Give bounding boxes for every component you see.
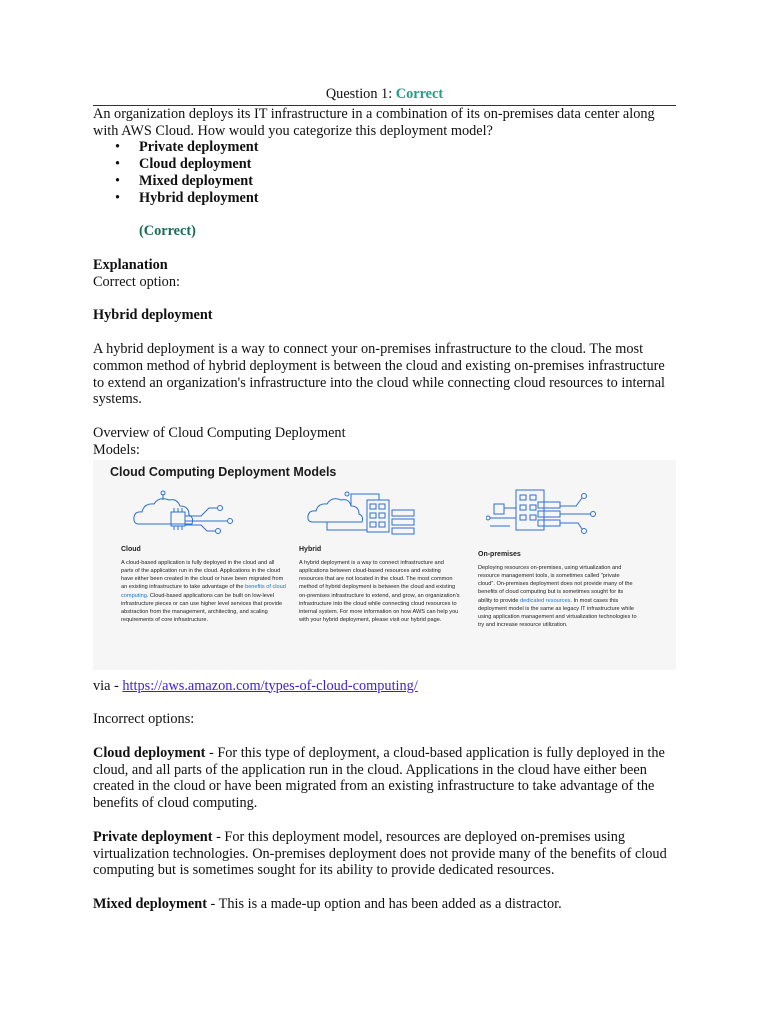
incorrect-heading: Incorrect options: [93,711,195,728]
incorrect-term: Cloud deployment [93,744,206,761]
source-prefix: via - [93,677,123,694]
overview-line: Models: [93,441,140,458]
source-link[interactable]: https://aws.amazon.com/types-of-cloud-computing/ [122,677,418,694]
on-premises-text-end: . In most cases this deployment model is the same as legacy IT infrastructure while using application management and virtualization technologies to try and increase resource utilization. [478,597,637,629]
hybrid-icon [307,488,427,536]
question-status: Correct [395,86,444,102]
dedicated-resources-link[interactable]: dedicated resources [519,597,571,604]
question-label: Question 1: [325,86,393,102]
cloud-column [121,546,286,625]
answer-option[interactable]: • Hybrid deployment [139,190,676,207]
answer-option[interactable]: • Private deployment [139,139,676,156]
cloud-text-end: . Cloud-based applications can be built on low-level infrastructure pieces or can use higher level services that provide abstraction from the management, architecting, and scaling requirements of core infrastructure. [121,592,283,624]
figure-title: Cloud Computing Deployment Models [110,464,337,479]
incorrect-text: - For this deployment model, resources are deployed on-premises using virtualization technologies. On-premises deployment does not provide many of the benefits of cloud computing but is sometimes sought for its ability to provide dedicated resources. [93,828,667,879]
incorrect-item [93,896,676,913]
deployment-models-figure [93,460,676,670]
correct-tag: (Correct) [139,223,196,240]
on-premises-text: Deploying resources on-premises, using virtualization and resource management tools, is sometimes called "private cloud". On-premises deployment does not provide many of the benefits of cloud computing but is sometimes sought for its ability to provide [478,564,633,604]
incorrect-term: Mixed deployment [93,895,207,912]
benefits-link[interactable]: benefits of cloud computing [121,584,286,599]
answer-options [93,139,676,206]
source-line [93,678,676,695]
incorrect-item [93,829,676,879]
on-premises-column [478,551,638,630]
answer-option[interactable]: • Cloud deployment [139,156,676,173]
on-premises-heading: On-premises [478,550,521,558]
cloud-chip-icon [131,490,241,536]
cloud-heading: Cloud [121,545,141,553]
on-premises-icon [486,486,598,536]
incorrect-term: Private deployment [93,828,213,845]
question-header [93,86,676,106]
hybrid-heading: Hybrid [299,545,322,553]
incorrect-text: - For this type of deployment, a cloud-based application is fully deployed in the cloud, and all parts of the application run in the cloud. Applications in the cloud have either been created in the cloud or have been migrated from an existing infrastructure to take advantage of the benefits of cloud computing. [93,744,665,812]
correct-option-label: Correct option: [93,273,180,290]
incorrect-item [93,745,676,812]
explanation-paragraph: A hybrid deployment is a way to connect your on-premises infrastructure to the cloud. The most common method of hybrid deployment is between the cloud and existing on-premises infrastructure to extend an organization's infrastructure into the cloud while connecting cloud resources to internal systems. [93,340,666,408]
correct-option-name: Hybrid deployment [93,307,213,324]
hybrid-column [299,546,464,625]
overview-line: Overview of Cloud Computing Deployment [93,424,346,441]
incorrect-text: - This is a made-up option and has been added as a distractor. [206,895,562,912]
hybrid-text: A hybrid deployment is a way to connect infrastructure and applications between cloud-based resources and existing resources that are not located in the cloud. The most common method of hybrid deployment is between the cloud and existing on-premises infrastructure to extend, and grow, an organization's infrastructure into the cloud while connecting cloud resources to internal system. For more information on how AWS can help you with your hybrid deployment, please visit our hybrid page. [299,559,460,624]
explanation-heading: Explanation [93,256,168,273]
question-text: An organization deploys its IT infrastructure in a combination of its on-premises data center along with AWS Cloud. How would you categorize this deployment model? [93,105,655,139]
cloud-text: A cloud-based application is fully deployed in the cloud and all parts of the application run in the cloud. Applications in the cloud have either been created in the cloud or have been migrated from an existing infrastructure to take advantage of the [121,559,284,591]
document-page [93,86,676,913]
answer-option[interactable]: • Mixed deployment [139,173,676,190]
